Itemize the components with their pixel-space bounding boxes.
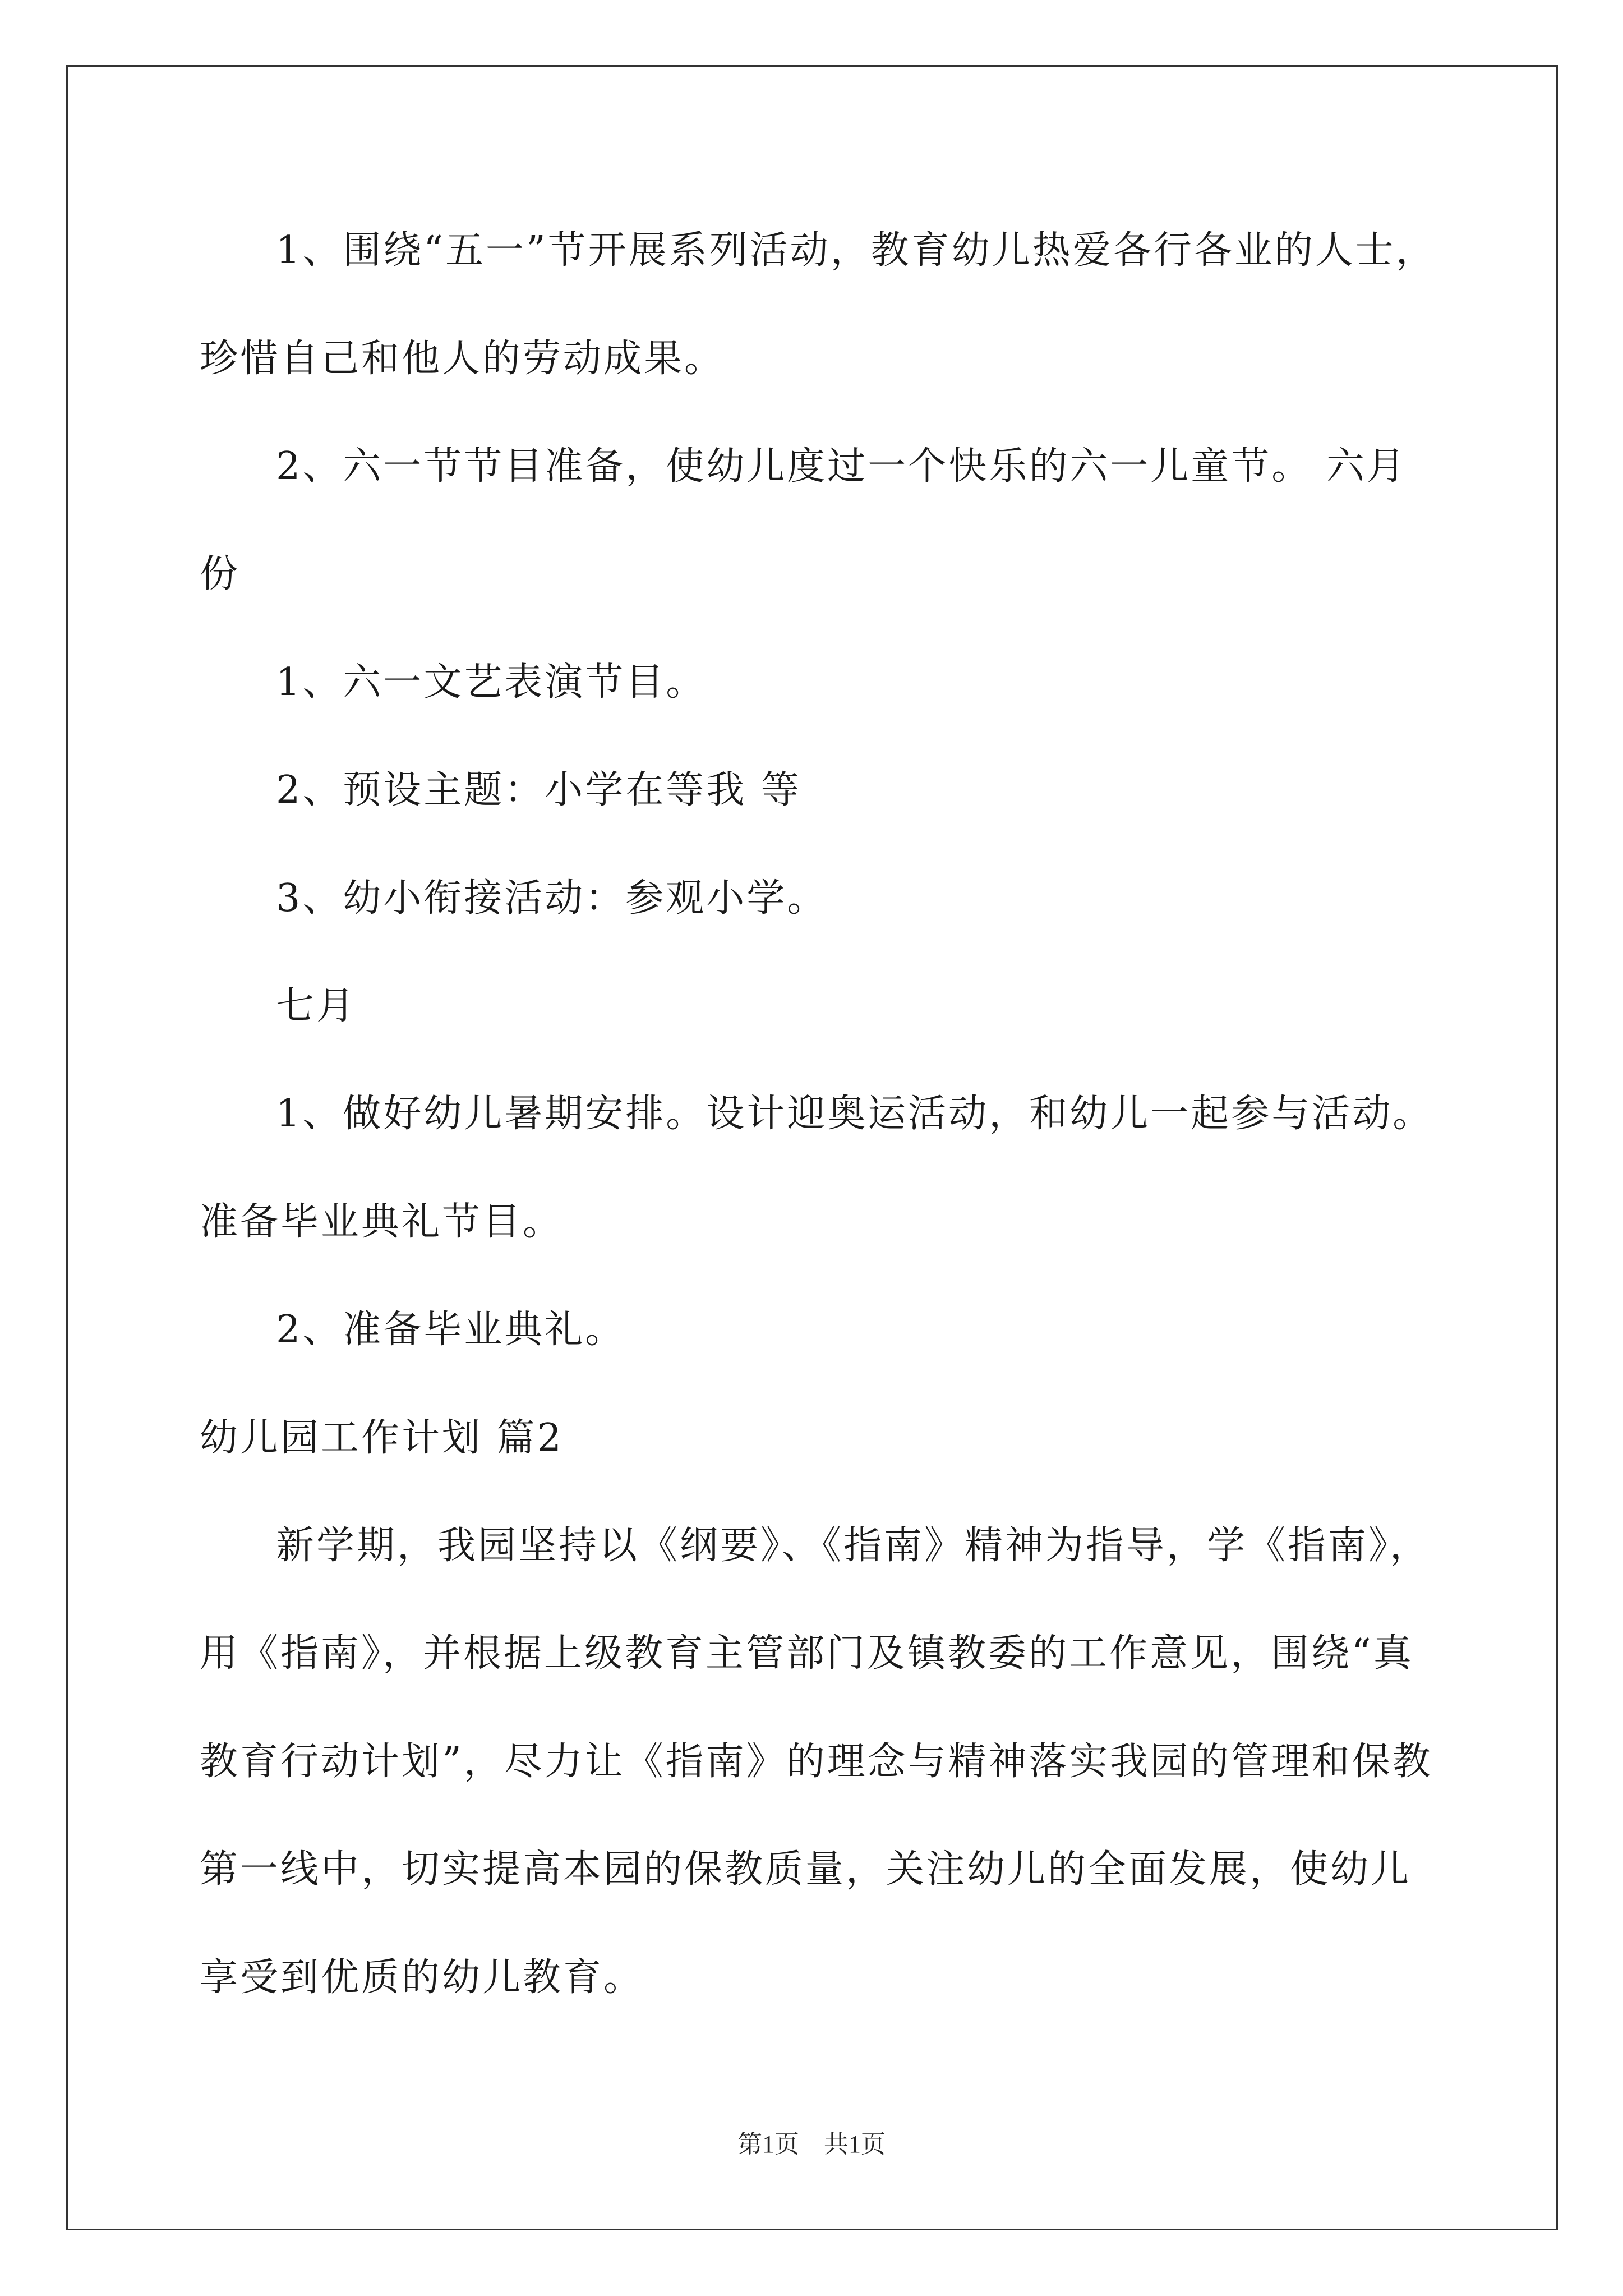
paragraph-line: 3、幼小衔接活动：参观小学。 [276, 876, 828, 921]
paragraph-line: 新学期，我园坚持以《纲要》、《指南》精神为指导，学《指南》， [276, 1524, 1431, 1568]
section-title: 幼儿园工作计划 篇2 [200, 1416, 564, 1460]
paragraph-line: 享受到优质的幼儿教育。 [200, 1955, 644, 2000]
paragraph-line: 2、六一节节目准备，使幼儿度过一个快乐的六一儿童节。 六月 [276, 444, 1407, 489]
page-number-footer: 第1页 共1页 [737, 2131, 886, 2158]
paragraph-line: 珍惜自己和他人的劳动成果。 [200, 337, 725, 381]
paragraph-line: 2、准备毕业典礼。 [276, 1308, 626, 1352]
paragraph-line: 1、六一文艺表演节目。 [276, 660, 707, 705]
paragraph-line: 1、做好幼儿暑期安排。设计迎奥运活动，和幼儿一起参与活动。 [276, 1092, 1433, 1136]
paragraph-line: 教育行动计划”，尽力让《指南》的理念与精神落实我园的管理和保教 [200, 1740, 1433, 1784]
paragraph-line: 1、围绕“五一”节开展系列活动，教育幼儿热爱各行各业的人士， [276, 228, 1436, 273]
paragraph-line: 份 [200, 552, 241, 596]
paragraph-line: 用《指南》，并根据上级教育主管部门及镇教委的工作意见，围绕“真 [200, 1631, 1414, 1676]
page-border [66, 65, 1558, 2230]
section-heading: 七月 [276, 984, 357, 1028]
paragraph-line: 2、预设主题：小学在等我 等 [276, 768, 801, 812]
paragraph-line: 准备毕业典礼节目。 [200, 1200, 564, 1244]
paragraph-line: 第一线中，切实提高本园的保教质量，关注幼儿的全面发展，使幼儿 [200, 1847, 1412, 1892]
